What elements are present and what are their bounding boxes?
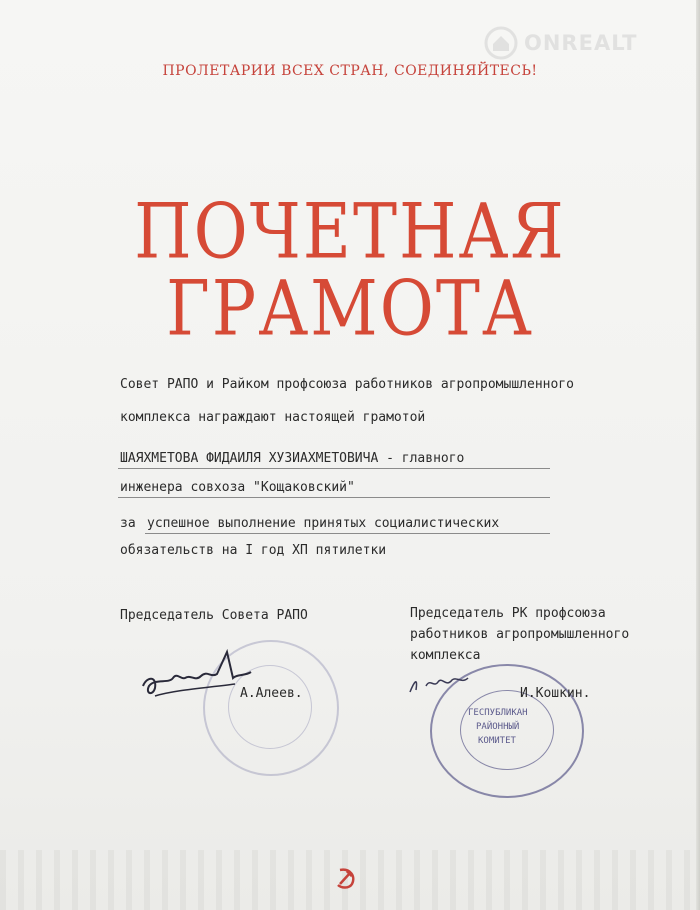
right-signer-title-3: комплекса	[410, 648, 481, 663]
intro-line-2: комплекса награждают настоящей грамотой	[120, 410, 426, 425]
house-icon	[484, 26, 518, 60]
watermark-text: ONREALT	[524, 31, 638, 55]
hammer-sickle-icon	[332, 864, 360, 892]
right-signer-title-2: работников агропромышленного	[410, 627, 630, 642]
watermark	[484, 24, 694, 62]
awardee-name-line: ШАЯХМЕТОВА ФИДАИЛЯ ХУЗИАХМЕТОВИЧА - главного	[120, 451, 465, 466]
right-signer-title-1: Председатель РК профсоюза	[410, 606, 606, 621]
reason-line-1: успешное выполнение принятых социалистических	[147, 516, 500, 531]
stamp-text-1: ГЕСПУБЛИКАН	[468, 708, 528, 718]
stamp-text-3: КОМИТЕТ	[478, 736, 516, 746]
page-edge	[696, 0, 700, 910]
reason-prefix: за	[120, 516, 136, 531]
left-signature	[135, 638, 255, 708]
reason-line-2: обязательств на I год XП пятилетки	[120, 543, 387, 558]
right-signer-name: И.Кошкин.	[520, 686, 591, 701]
left-signer-name: А.Алеев.	[240, 686, 303, 701]
name-underline-2	[118, 497, 550, 498]
intro-line-1: Совет РАПО и Райком профсоюза работников агропромышленного	[120, 377, 574, 392]
awardee-position-line: инженера совхоза "Кощаковский"	[120, 480, 355, 495]
right-signature	[404, 664, 494, 704]
left-signer-title: Председатель Совета РАПО	[120, 608, 308, 623]
name-underline-1	[118, 468, 550, 469]
title-line-2: ГРАМОТА	[166, 264, 534, 353]
title-line-1: ПОЧЕТНАЯ	[134, 187, 566, 276]
reason-underline	[145, 533, 550, 534]
stamp-text-2: РАЙОННЫЙ	[476, 722, 520, 732]
slogan: ПРОЛЕТАРИИ ВСЕХ СТРАН, СОЕДИНЯЙТЕСЬ!	[162, 63, 538, 79]
